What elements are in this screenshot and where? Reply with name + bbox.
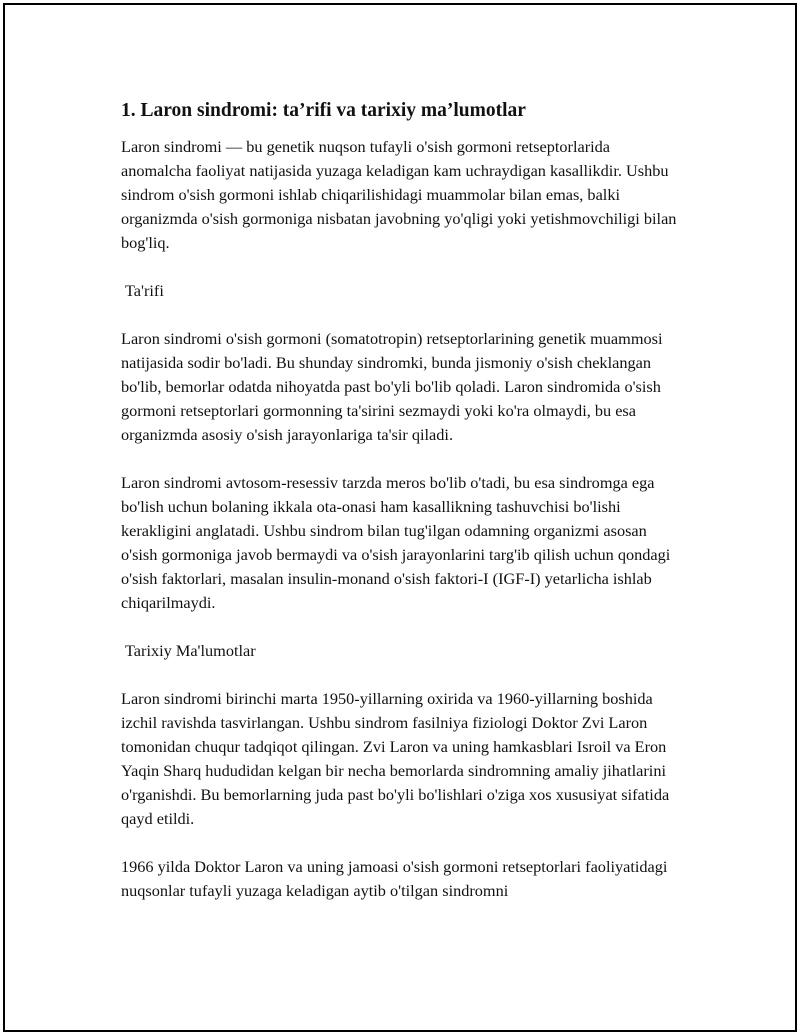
intro-paragraph: Laron sindromi — bu genetik nuqson tufayli o'sish gormoni retseptorlarida anomalcha faoliyat natijasida yuzaga keladigan kam uchraydigan kasallikdir. Ushbu sindrom o'sish gormoni ishlab chiqarilishidagi muammolar bilan emas, balki organizmda o'sish gormoniga nisbatan javobning yo'qligi yoki yetishmovchiligi bilan bog'liq. xyxy=(121,137,677,252)
definition-paragraph-1: Laron sindromi o'sish gormoni (somatotropin) retseptorlarining genetik muammosi natijasida sodir bo'ladi. Bu shunday sindromki, bunda jismoniy o'sish cheklangan bo'lib, bemorlar odatda nihoyatda past bo'yli bo'lib qoladi. Laron sindromida o'sish gormoni retseptorlari gormonning ta'sirini sezmaydi yoki ko'ra olmaydi, bu esa organizmda asosiy o'sish jarayonlariga ta'sir qiladi. xyxy=(121,329,663,444)
section-heading-definition: Ta'rifi xyxy=(125,281,164,300)
definition-paragraph-2: Laron sindromi avtosom-resessiv tarzda meros bo'lib o'tadi, bu esa sindromga ega bo'lish uchun bolaning ikkala ota-onasi ham kasallikning tashuvchisi bo'lishi kerakligini anglatadi. Ushbu sindrom bilan tug'ilgan odamning organizmi asosan o'sish gormoniga javob bermaydi va o'sish jarayonlarini targ'ib qilish uchun qondagi o'sish faktorlari, masalan insulin-monand o'sish faktori-I (IGF-I) yetarlicha ishlab chiqarilmaydi. xyxy=(121,473,671,612)
history-paragraph-1: Laron sindromi birinchi marta 1950-yillarning oxirida va 1960-yillarning boshida izchil ravishda tasvirlangan. Ushbu sindrom fasilniya fiziologi Doktor Zvi Laron tomonidan chuqur tadqiqot qilingan. Zvi Laron va uning hamkasblari Isroil va Eron Yaqin Sharq hududidan kelgan bir necha bemorlarda sindromning amaliy jihatlarini o'rganishdi. Bu bemorlarning juda past bo'yli bo'lishlari o'ziga xos xususiyat sifatida qayd etildi. xyxy=(121,689,670,828)
document-page xyxy=(3,3,797,1032)
section-heading-history: Tarixiy Ma'lumotlar xyxy=(125,641,256,660)
document-body xyxy=(121,97,681,927)
history-paragraph-2: 1966 yilda Doktor Laron va uning jamoasi o'sish gormoni retseptorlari faoliyatidagi nuqsonlar tufayli yuzaga keladigan aytib o'tilgan sindromni xyxy=(121,857,668,900)
document-title: 1. Laron sindromi: ta’rifi va tarixiy ma’lumotlar xyxy=(121,100,526,121)
